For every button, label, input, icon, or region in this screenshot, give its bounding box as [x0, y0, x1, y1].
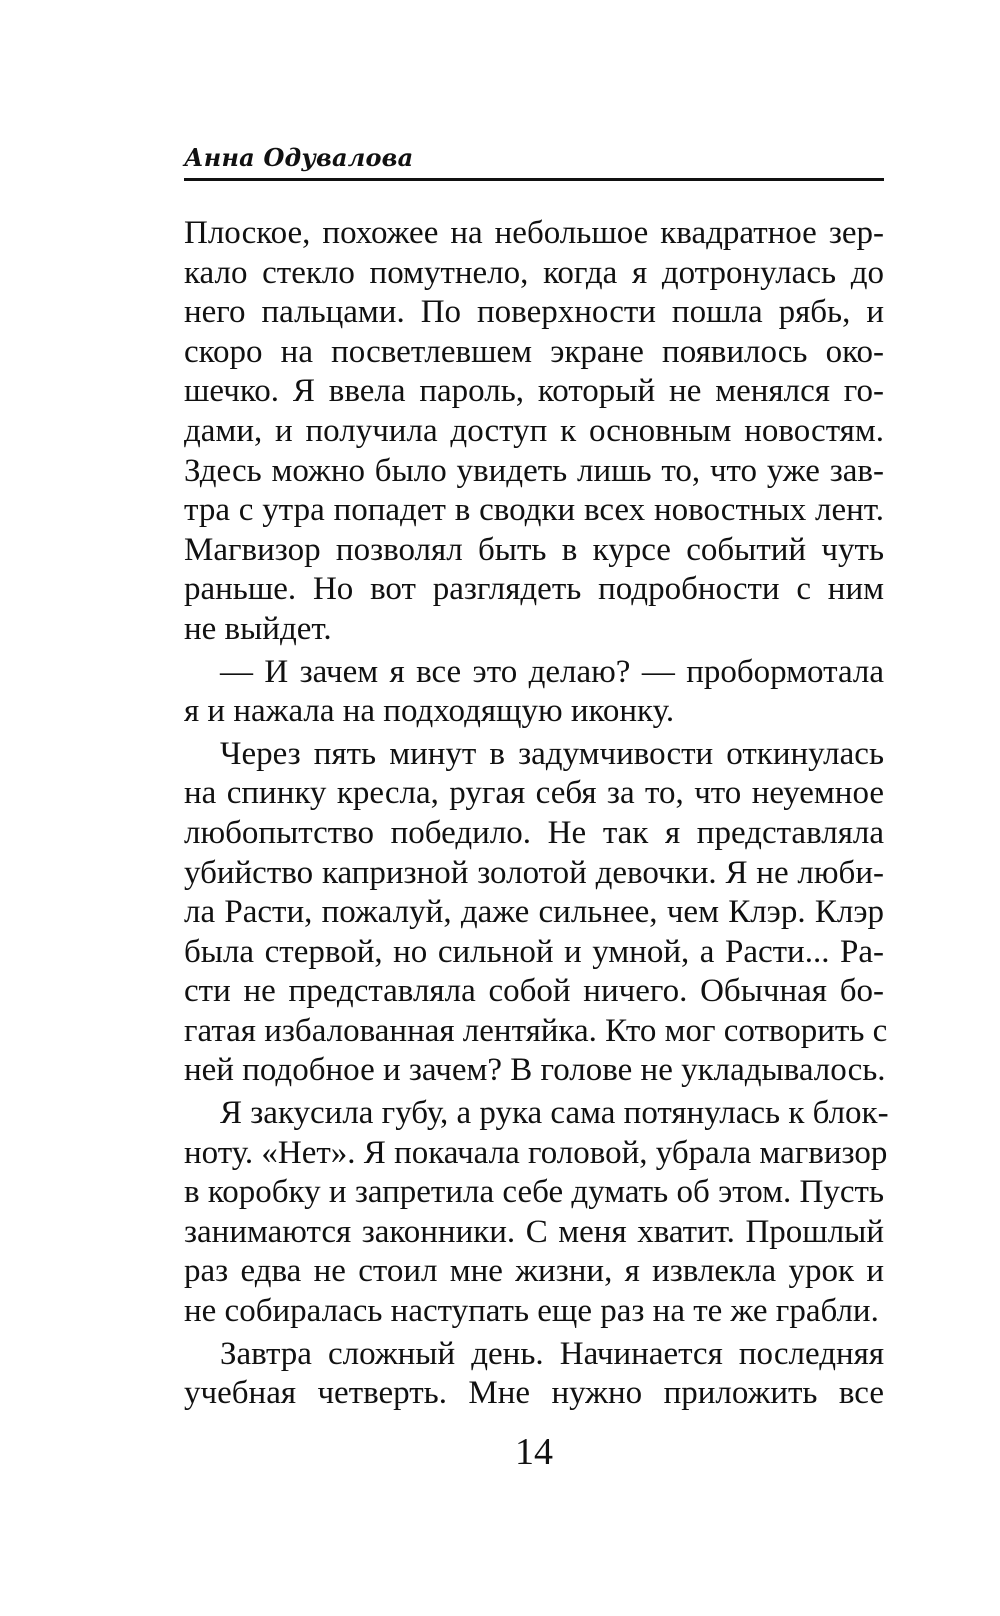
text-line: занимаются законники. С меня хватит. Прошлый — [184, 1213, 884, 1250]
text-line: раз едва не стоил мне жизни, я извлекла урок и — [184, 1253, 884, 1290]
text-line: — И зачем я все это делаю? — пробормотала — [220, 653, 884, 690]
text-line: не собиралась наступать еще раз на те же грабли. — [184, 1293, 879, 1330]
text-line: была стервой, но сильной и умной, а Расти... Ра- — [184, 933, 884, 970]
text-line: скоро на посветлевшем экране появилось око- — [184, 333, 884, 370]
text-line: в коробку и запретила себе думать об этом. Пусть — [184, 1174, 884, 1211]
text-line: ней подобное и зачем? В голове не укладывалось. — [184, 1052, 886, 1089]
text-line: шечко. Я ввела пароль, который не менялся го- — [184, 373, 884, 410]
text-line: Магвизор позволял быть в курсе событий чуть — [184, 531, 884, 568]
text-line: сти не представляла собой ничего. Обычная бо- — [184, 973, 884, 1010]
running-head-author: Анна Одувалова — [184, 143, 414, 172]
text-line: него пальцами. По поверхности пошла рябь, и — [184, 294, 884, 331]
text-line: Через пять минут в задумчивости откинулась — [220, 735, 884, 772]
text-line: убийство капризной золотой девочки. Я не люби- — [184, 854, 884, 891]
header-rule — [184, 178, 884, 181]
text-line: я и нажала на подходящую иконку. — [184, 693, 675, 730]
text-line: гатая избалованная лентяйка. Кто мог сотворить с — [184, 1012, 888, 1049]
text-line: не выйдет. — [184, 610, 332, 647]
page-number: 14 — [515, 1431, 553, 1473]
text-line: Завтра сложный день. Начинается последняя — [220, 1335, 884, 1372]
body-text — [184, 214, 889, 1414]
text-line: Я закусила губу, а рука сама потянулась к блок- — [220, 1095, 889, 1132]
text-line: на спинку кресла, ругая себя за то, что неуемное — [184, 775, 884, 812]
text-line: раньше. Но вот разглядеть подробности с ним — [184, 571, 884, 608]
text-line: тра с утра попадет в сводки всех новостных лент. — [184, 492, 884, 529]
text-line: ноту. «Нет». Я покачала головой, убрала магвизор — [184, 1134, 888, 1171]
text-line: кало стекло помутнело, когда я дотронулась до — [184, 254, 884, 291]
text-line: ла Расти, пожалуй, даже сильнее, чем Клэр. Клэр — [184, 894, 884, 931]
text-line: Плоское, похожее на небольшое квадратное зер- — [184, 215, 884, 251]
text-line: любопытство победило. Не так я представляла — [184, 814, 884, 851]
text-line: Здесь можно было увидеть лишь то, что уже зав- — [184, 452, 884, 489]
text-line: учебная четверть. Мне нужно приложить все — [184, 1375, 884, 1412]
text-line: дами, и получила доступ к основным новостям. — [184, 412, 884, 449]
